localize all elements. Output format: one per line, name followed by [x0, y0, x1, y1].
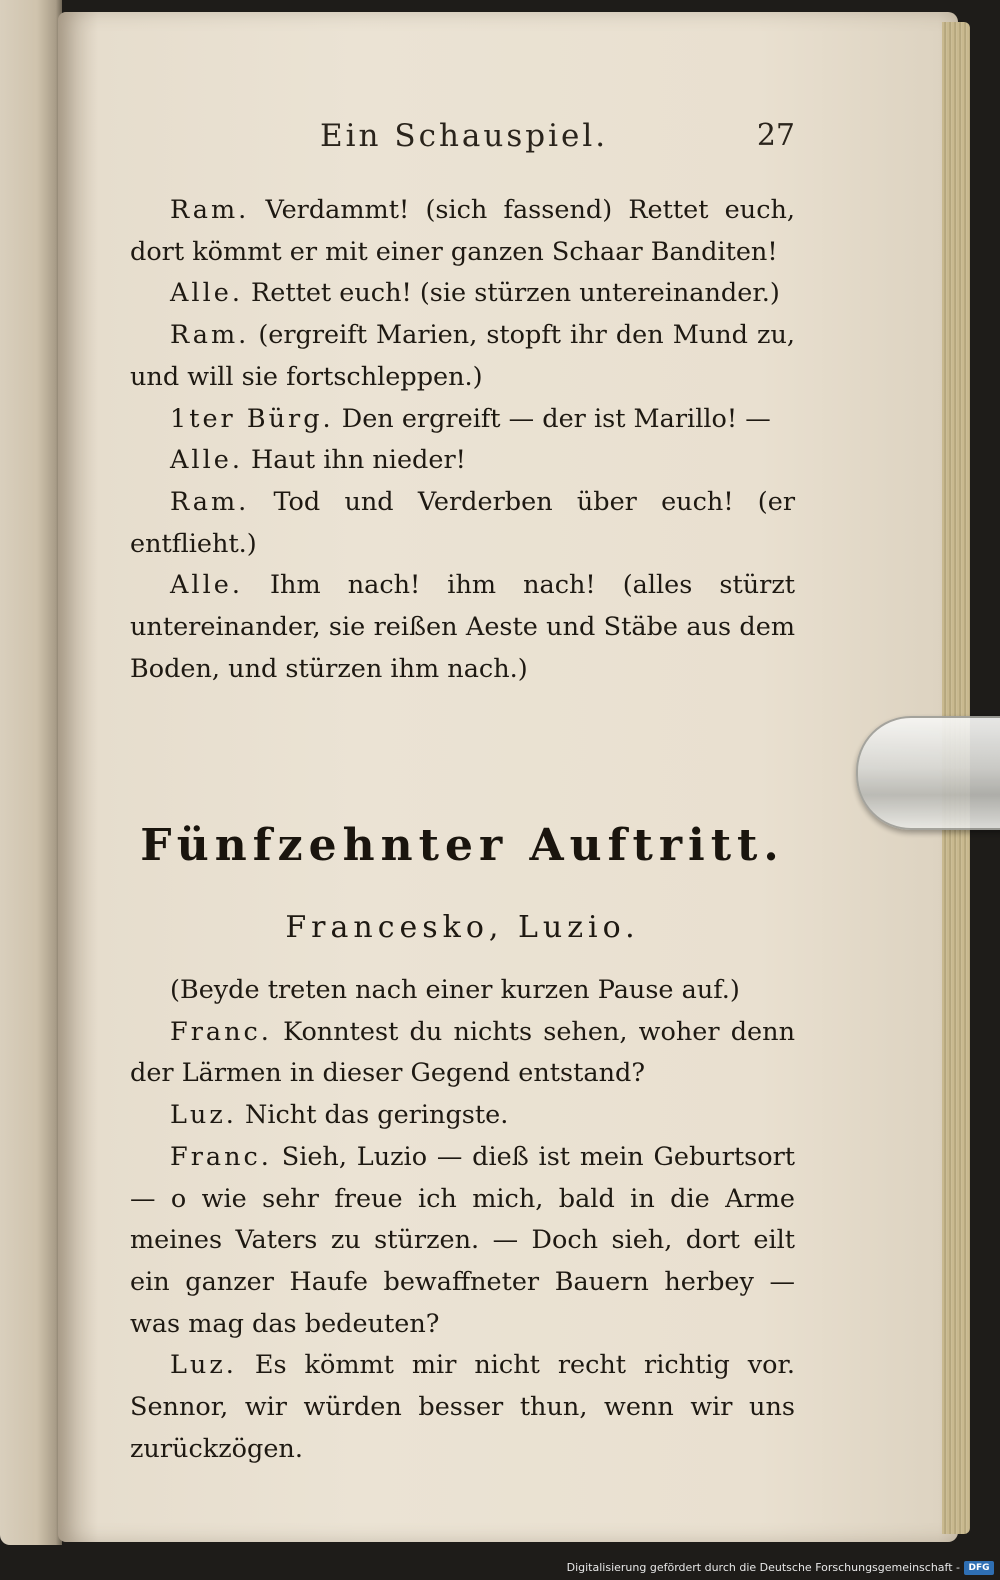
scene-fourteen-dialogue [130, 190, 795, 690]
page-number: 27 [756, 118, 795, 153]
speaker: Franc. [170, 1016, 272, 1047]
line-text: Sieh, Luzio — dieß ist mein Geburtsort — o wie sehr freue ich mich, bald in die Arme meines Vaters zu stürzen. — Doch sieh, dort eilt ein ganzer Haufe bewaffneter Bauern herbey — was mag das bedeuten? [130, 1141, 796, 1339]
dialogue-line [130, 1345, 795, 1470]
dialogue-line [130, 482, 795, 565]
dialogue-line [130, 1137, 795, 1346]
page-header [130, 118, 795, 168]
character-list: Francesko, Luzio. [285, 910, 640, 945]
funding-credit: Digitalisierung gefördert durch die Deutsche Forschungsgemeinschaft - [566, 1561, 960, 1574]
left-page-edge [0, 0, 62, 1545]
line-text: Konntest du nichts sehen, woher denn der Lärmen in dieser Gegend entstand? [130, 1016, 795, 1089]
line-text: Es kömmt mir nicht recht richtig vor. Sennor, wir würden besser thun, wenn wir uns zurückzögen. [130, 1350, 795, 1464]
speaker: Ram. [170, 320, 250, 351]
speaker: Ram. [170, 195, 250, 225]
dialogue-line [130, 1012, 795, 1095]
line-text: Ihm nach! ihm nach! (alles stürzt untereinander, sie reißen Aeste und Stäbe aus dem Boden, und stürzen ihm nach.) [130, 570, 796, 684]
dialogue-line [130, 315, 795, 398]
dfg-logo-icon: DFG [964, 1561, 994, 1575]
speaker: Luz. [170, 1100, 237, 1131]
line-text: Nicht das geringste. [245, 1100, 509, 1131]
scene-fifteen-dialogue [130, 970, 795, 1470]
dialogue-line [130, 565, 795, 690]
speaker: Alle. [170, 570, 243, 601]
line-text: Den ergreift — der ist Marillo! — [341, 403, 771, 434]
footer-bar [0, 1552, 1000, 1580]
speaker: Alle. [170, 278, 243, 309]
speaker: Franc. [170, 1141, 272, 1172]
speaker: 1ter Bürg. [170, 403, 334, 434]
dialogue-line [130, 190, 795, 273]
speaker: Alle. [170, 445, 243, 476]
dialogue-line [130, 399, 795, 441]
line-text: Rettet euch! (sie stürzen untereinander.) [251, 278, 780, 309]
scene-heading: Fünfzehnter Auftritt. [140, 820, 785, 871]
dialogue-line [130, 273, 795, 315]
speaker: Ram. [170, 486, 250, 517]
dialogue-line [130, 440, 795, 482]
line-text: Tod und Verderben über euch! (er entflieht.) [130, 486, 796, 559]
line-text: Verdammt! (sich fassend) Rettet euch, dort kömmt er mit einer ganzen Schaar Banditen! [130, 195, 796, 267]
page-clip [856, 716, 1000, 830]
line-text: (Beyde treten nach einer kurzen Pause auf.) [170, 975, 740, 1005]
dialogue-line [130, 1095, 795, 1137]
line-text: Haut ihn nieder! [251, 445, 466, 476]
line-text: (ergreift Marien, stopft ihr den Mund zu, und will sie fortschleppen.) [130, 320, 795, 392]
speaker: Luz. [170, 1350, 237, 1381]
stage-direction [130, 970, 795, 1012]
running-head: Ein Schauspiel. [320, 118, 609, 154]
